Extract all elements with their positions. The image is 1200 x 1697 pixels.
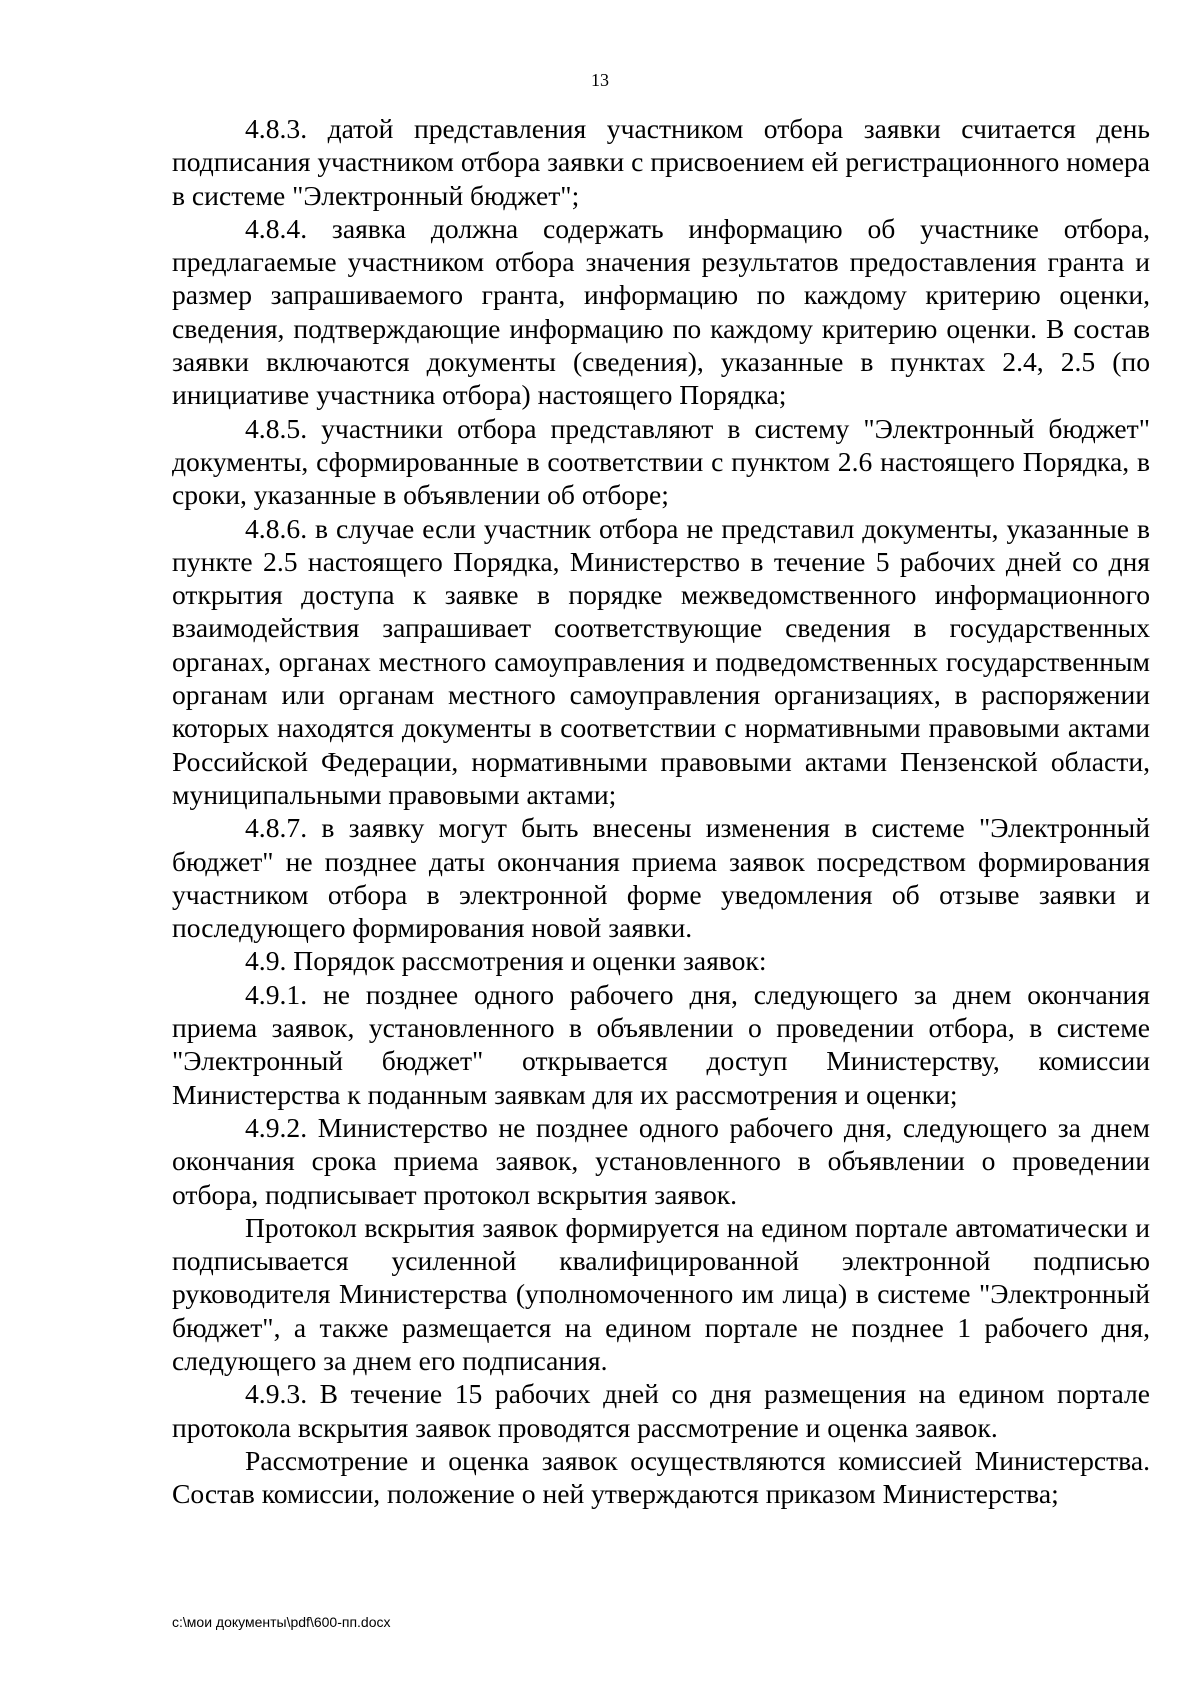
paragraph-4-9-2: 4.9.2. Министерство не позднее одного рабочего дня, следующего за днем окончания срока приема заявок, установленного в объявлении о проведении отбора, подписывает протокол вскрытия заявок.: [172, 1111, 1150, 1210]
paragraph-4-8-3: 4.8.3. датой представления участником отбора заявки считается день подписания участником отбора заявки с присвоением ей регистрационного номера в системе "Электронный бюджет";: [172, 113, 1150, 211]
paragraph-4-8-5: 4.8.5. участники отбора представляют в систему "Электронный бюджет" документы, сформированные в соответствии с пунктом 2.6 настоящего Порядка, в сроки, указанные в объявлении об отборе;: [172, 412, 1150, 511]
paragraph-4-8-7: 4.8.7. в заявку могут быть внесены изменения в системе "Электронный бюджет" не позднее даты окончания приема заявок посредством формирования участником отбора в электронной форме уведомления об отзыве заявки и последующего формирования новой заявки.: [172, 812, 1150, 944]
paragraph-commission: Рассмотрение и оценка заявок осуществляются комиссией Министерства. Состав комиссии, положение о ней утверждаются приказом Министерства;: [172, 1444, 1150, 1510]
paragraph-4-9: 4.9. Порядок рассмотрения и оценки заявок:: [245, 945, 767, 977]
page-number: 13: [591, 70, 609, 90]
paragraph-4-8-4: 4.8.4. заявка должна содержать информацию об участнике отбора, предлагаемые участником отбора значения результатов предоставления гранта и размер запрашиваемого гранта, информацию по каждому критерию оценки, сведения, подтверждающие информацию по каждому критерию оценки. В состав заявки включаются документы (сведения), указанные в пунктах 2.4, 2.5 (по инициативе участника отбора) настоящего Порядка;: [172, 212, 1150, 411]
footer-file-path: c:\мои документы\pdf\600-пп.docx: [172, 1614, 391, 1630]
paragraph-4-8-6: 4.8.6. в случае если участник отбора не представил документы, указанные в пункте 2.5 настоящего Порядка, Министерство в течение 5 рабочих дней со дня открытия доступа к заявке в порядке межведомственного информационного взаимодействия запрашивает соответствующие сведения в государственных органах, органах местного самоуправления и подведомственных государственным органам или органам местного самоуправления организациях, в распоряжении которых находятся документы в соответствии с нормативными правовыми актами Российской Федерации, нормативными правовыми актами Пензенской области, муниципальными правовыми актами;: [172, 512, 1150, 810]
paragraph-4-9-3: 4.9.3. В течение 15 рабочих дней со дня размещения на едином портале протокола вскрытия заявок проводятся рассмотрение и оценка заявок.: [172, 1378, 1150, 1443]
paragraph-4-9-1: 4.9.1. не позднее одного рабочего дня, следующего за днем окончания приема заявок, установленного в объявлении о проведении отбора, в системе "Электронный бюджет" открывается доступ Министерству, комиссии Министерства к поданным заявкам для их рассмотрения и оценки;: [172, 978, 1150, 1110]
paragraph-protocol: Протокол вскрытия заявок формируется на едином портале автоматически и подписывается усиленной квалифицированной электронной подписью руководителя Министерства (уполномоченного им лица) в системе "Электронный бюджет", а также размещается на едином портале не позднее 1 рабочего дня, следующего за днем его подписания.: [172, 1211, 1150, 1376]
document-body: [172, 112, 1150, 1510]
